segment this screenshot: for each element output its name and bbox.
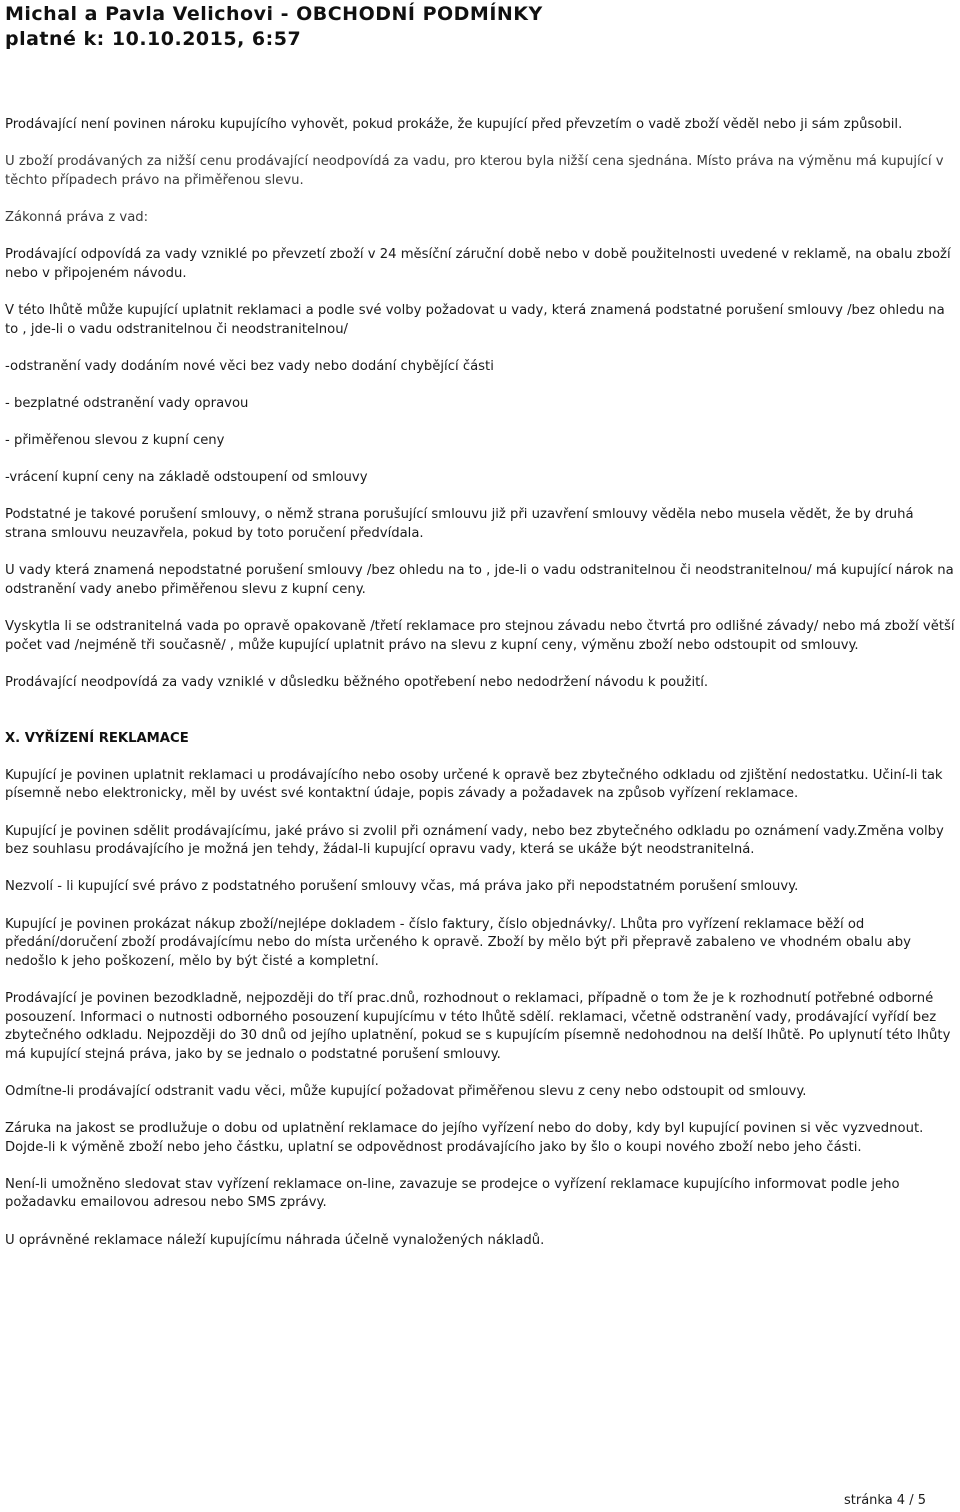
- spacer: [5, 711, 955, 730]
- list-item: - bezplatné odstranění vady opravou: [5, 395, 249, 411]
- paragraph: V této lhůtě může kupující uplatnit reklamaci a podle své volby požadovat u vady, která znamená podstatné porušení smlouvy /bez ohledu na to , jde-li o vadu odstranitelnou či neodstranitelnou/: [5, 302, 945, 337]
- spacer: [5, 1101, 955, 1120]
- paragraph: Nezvolí - li kupující své právo z podstatného porušení smlouvy včas, má práva jako při nepodstatném porušení smlouvy.: [5, 879, 799, 895]
- paragraph: Není-li umožněno sledovat stav vyřízení reklamace on-line, zavazuje se prodejce o vyřízení reklamace kupujícího informovat podle jeho požadavku emailovou adresou nebo SMS zprávy.: [5, 1176, 900, 1211]
- paragraph: Prodávající neodpovídá za vady vzniklé v důsledku běžného opotřebení nebo nedodržení návodu k použití.: [5, 674, 709, 690]
- page-number: stránka 4 / 5: [843, 1493, 926, 1508]
- paragraph: Odmítne-li prodávající odstranit vadu věci, může kupující požadovat přiměřenou slevu z ceny nebo odstoupit od smlouvy.: [5, 1083, 807, 1099]
- list-item: -odstranění vady dodáním nové věci bez vady nebo dodání chybějící části: [5, 358, 494, 374]
- paragraph: Prodávající je povinen bezodkladně, nejpozději do tří prac.dnů, rozhodnout o reklamaci, případně o tom že je k rozhodnutí potřebné odborné posouzení. Informaci o nutnosti odborného posouzení kupujícímu v této lhůtě sdělí. reklamaci, včetně odstranění vady, prodávající vyřídí bez zbytečného odkladu. Nejpozději do 30 dnů od jejího uplatnění, pokud se s kupujícím písemně nedohodnou na delší lhůtě. Po uplynutí této lhůty má kupující stejná práva, jako by se jednalo o podstatné porušení smlouvy.: [5, 990, 951, 1062]
- paragraph-heading: Zákonná práva z vad:: [5, 209, 149, 225]
- paragraph: U zboží prodávaných za nižší cenu prodávající neodpovídá za vadu, pro kterou byla nižší cena sjednána. Místo práva na výměnu má kupující v těchto případech právo na přiměřenou slevu.: [5, 154, 944, 188]
- paragraph: U vady která znamená nepodstatné porušení smlouvy /bez ohledu na to , jde-li o vadu odstranitelnou či neodstranitelnou/ má kupující nárok na odstranění vady anebo přiměřenou slevu z kupní ceny.: [5, 563, 954, 597]
- paragraph: U oprávněné reklamace náleží kupujícímu náhrada účelně vynaložených nákladů.: [5, 1232, 545, 1248]
- paragraph: Podstatné je takové porušení smlouvy, o němž strana porušující smlouvu již při uzavření smlouvy věděla nebo musela vědět, že by druhá strana smlouvu neuzavřela, pokud by toto poručení předvídala.: [5, 507, 914, 542]
- spacer: [5, 339, 955, 358]
- spacer: [5, 860, 955, 879]
- spacer: [5, 135, 955, 154]
- document-title: Michal a Pavla Velichovi - OBCHODNÍ PODMÍNKY: [5, 3, 543, 25]
- paragraph: Kupující je povinen uplatnit reklamaci u prodávajícího nebo osoby určené k opravě bez zbytečného odkladu od zjištění nedostatku. Učiní-li tak písemně nebo elektronicky, měl by uvést své kontaktní údaje, popis závady a požadavek na způsob vyřízení reklamace.: [5, 767, 943, 802]
- spacer: [5, 190, 955, 209]
- validity-date: platné k: 10.10.2015, 6:57: [5, 28, 302, 50]
- spacer: [5, 1213, 955, 1232]
- spacer: [5, 897, 955, 916]
- spacer: [5, 488, 955, 507]
- spacer: [5, 692, 955, 711]
- document-body: [5, 116, 955, 1250]
- paragraph: Kupující je povinen prokázat nákup zboží/nejlépe dokladem - číslo faktury, číslo objednávky/. Lhůta pro vyřízení reklamace běží od předání/doručení zboží prodávajícímu nebo do místa určeného k opravě. Zboží by mělo být při přepravě zabaleno ve vhodném obalu aby nedošlo k jeho poškození, mělo by být čisté a kompletní.: [5, 916, 911, 969]
- spacer: [5, 655, 955, 674]
- spacer: [5, 804, 955, 823]
- section-title: X. VYŘÍZENÍ REKLAMACE: [5, 730, 189, 746]
- spacer: [5, 283, 955, 302]
- spacer: [5, 1157, 955, 1176]
- spacer: [5, 451, 955, 470]
- spacer: [5, 228, 955, 247]
- spacer: [5, 376, 955, 395]
- spacer: [5, 748, 955, 767]
- spacer: [5, 599, 955, 618]
- paragraph: Prodávající není povinen nároku kupujícího vyhovět, pokud prokáže, že kupující před převzetím o vadě zboží věděl nebo ji sám způsobil.: [5, 117, 903, 132]
- paragraph: Prodávající odpovídá za vady vzniklé po převzetí zboží v 24 měsíční záruční době nebo v době použitelnosti uvedené v reklamě, na obalu zboží nebo v připojeném návodu.: [5, 247, 951, 281]
- spacer: [5, 544, 955, 563]
- spacer: [5, 414, 955, 433]
- list-item: - přiměřenou slevou z kupní ceny: [5, 433, 225, 449]
- list-item: -vrácení kupní ceny na základě odstoupení od smlouvy: [5, 470, 368, 486]
- paragraph: Vyskytla li se odstranitelná vada po opravě opakovaně /třetí reklamace pro stejnou závadu nebo čtvrtá pro odlišné závady/ nebo má zboží větší počet vad /nejméně tři současně/ , může kupující uplatnit právo na slevu z kupní ceny, výměnu zboží nebo odstoupit od smlouvy.: [5, 619, 955, 653]
- document-header: [5, 2, 955, 52]
- paragraph: Kupující je povinen sdělit prodávajícímu, jaké právo si zvolil při oznámení vady, nebo bez zbytečného odkladu po oznámení vady.Změna volby bez souhlasu prodávajícího je možná jen tehdy, žádal-li kupující opravu vady, která se ukáže být neodstranitelná.: [5, 823, 944, 858]
- paragraph: Záruka na jakost se prodlužuje o dobu od uplatnění reklamace do jejího vyřízení nebo do doby, kdy byl kupující povinen si věc vyzvednout. Dojde-li k výměně zboží nebo jeho částku, uplatní se odpovědnost prodávajícího jako by šlo o koupi nového zboží nebo jeho části.: [5, 1121, 924, 1155]
- spacer: [5, 1064, 955, 1083]
- spacer: [5, 971, 955, 990]
